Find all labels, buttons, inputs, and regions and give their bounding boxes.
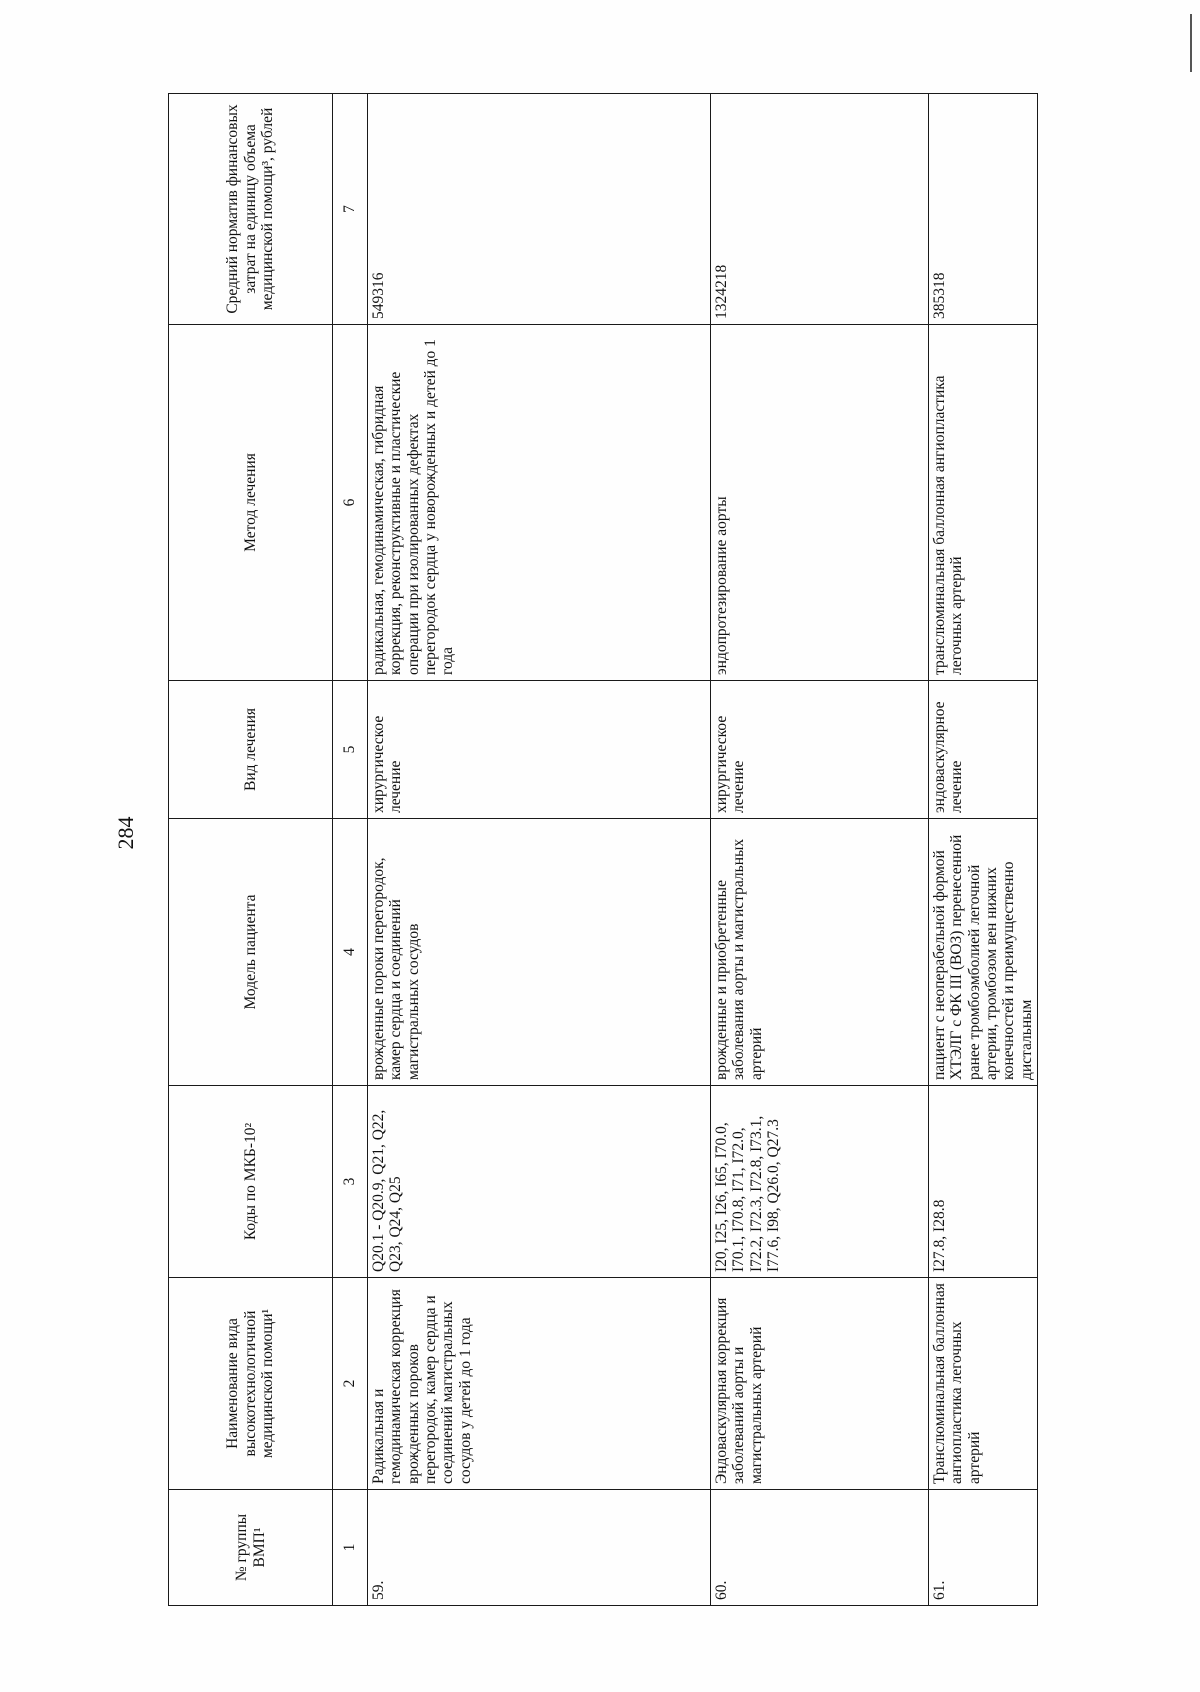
rotated-table-container (168, 94, 1035, 1606)
header-vmp-name: Наименование вида высокотехнологичной медицинской помощи¹ (169, 1278, 333, 1490)
treatment-type-cell: хирургическое лечение (368, 681, 711, 819)
header-row (169, 94, 333, 1606)
column-number: 6 (333, 325, 368, 681)
vmp-name-cell: Радикальная и гемодинамическая коррекция врожденных пороков перегородок, камер сердца и соединений магистральных сосудов у детей до 1 года (368, 1278, 711, 1490)
column-number: 2 (333, 1278, 368, 1490)
header-icd-codes: Коды по МКБ-10² (169, 1086, 333, 1278)
average-cost-cell: 1324218 (711, 94, 929, 325)
column-number: 3 (333, 1086, 368, 1278)
icd-codes-cell: I27.8, I28.8 (929, 1086, 1038, 1278)
group-number-cell: 59. (368, 1490, 711, 1606)
vmp-table (168, 93, 1038, 1606)
column-number-row (333, 94, 368, 1606)
patient-model-cell: врожденные и приобретенные заболевания аорты и магистральных артерий (711, 819, 929, 1086)
treatment-method-cell: транслюминальная баллонная ангиопластика легочных артерий (929, 325, 1038, 681)
treatment-type-cell: хирургическое лечение (711, 681, 929, 819)
column-number: 7 (333, 94, 368, 325)
vmp-name-cell: Эндоваскулярная коррекция заболеваний аорты и магистральных артерий (711, 1278, 929, 1490)
header-average-cost: Средний норматив финансовых затрат на единицу объема медицинской помощи³, рублей (169, 94, 333, 325)
icd-codes-cell: Q20.1 - Q20.9, Q21, Q22, Q23, Q24, Q25 (368, 1086, 711, 1278)
group-number-cell: 60. (711, 1490, 929, 1606)
page-number: 284 (113, 816, 138, 850)
column-number: 4 (333, 819, 368, 1086)
vmp-name-cell: Транслюминальная баллонная ангиопластика легочных артерий (929, 1278, 1038, 1490)
header-patient-model: Модель пациента (169, 819, 333, 1086)
header-group-number: № группы ВМП¹ (169, 1490, 333, 1606)
column-number: 1 (333, 1490, 368, 1606)
column-number: 5 (333, 681, 368, 819)
header-treatment-type: Вид лечения (169, 681, 333, 819)
patient-model-cell: врожденные пороки перегородок, камер сердца и соединений магистральных сосудов (368, 819, 711, 1086)
scan-edge-line (1190, 14, 1192, 72)
icd-codes-cell: I20, I25, I26, I65, I70.0, I70.1, I70.8, I71, I72.0, I72.2, I72.3, I72.8, I73.1, I77.6, I98, Q26.0, Q27.3 (711, 1086, 929, 1278)
table-row (368, 94, 711, 1606)
table-row (711, 94, 929, 1606)
patient-model-cell: пациент с неоперабельной формой ХТЭЛГ с ФК III (ВОЗ) перенесенной ранее тромбоэмболией легочной артерии, тромбозом вен нижних конечностей и преимущественно дистальным (929, 819, 1038, 1086)
average-cost-cell: 549316 (368, 94, 711, 325)
group-number-cell: 61. (929, 1490, 1038, 1606)
treatment-type-cell: эндоваскулярное лечение (929, 681, 1038, 819)
average-cost-cell: 385318 (929, 94, 1038, 325)
treatment-method-cell: эндопротезирование аорты (711, 325, 929, 681)
header-treatment-method: Метод лечения (169, 325, 333, 681)
table-row (929, 94, 1038, 1606)
treatment-method-cell: радикальная, гемодинамическая, гибридная коррекция, реконструктивные и пластические операции при изолированных дефектах перегородок сердца у новорожденных и детей до 1 года (368, 325, 711, 681)
